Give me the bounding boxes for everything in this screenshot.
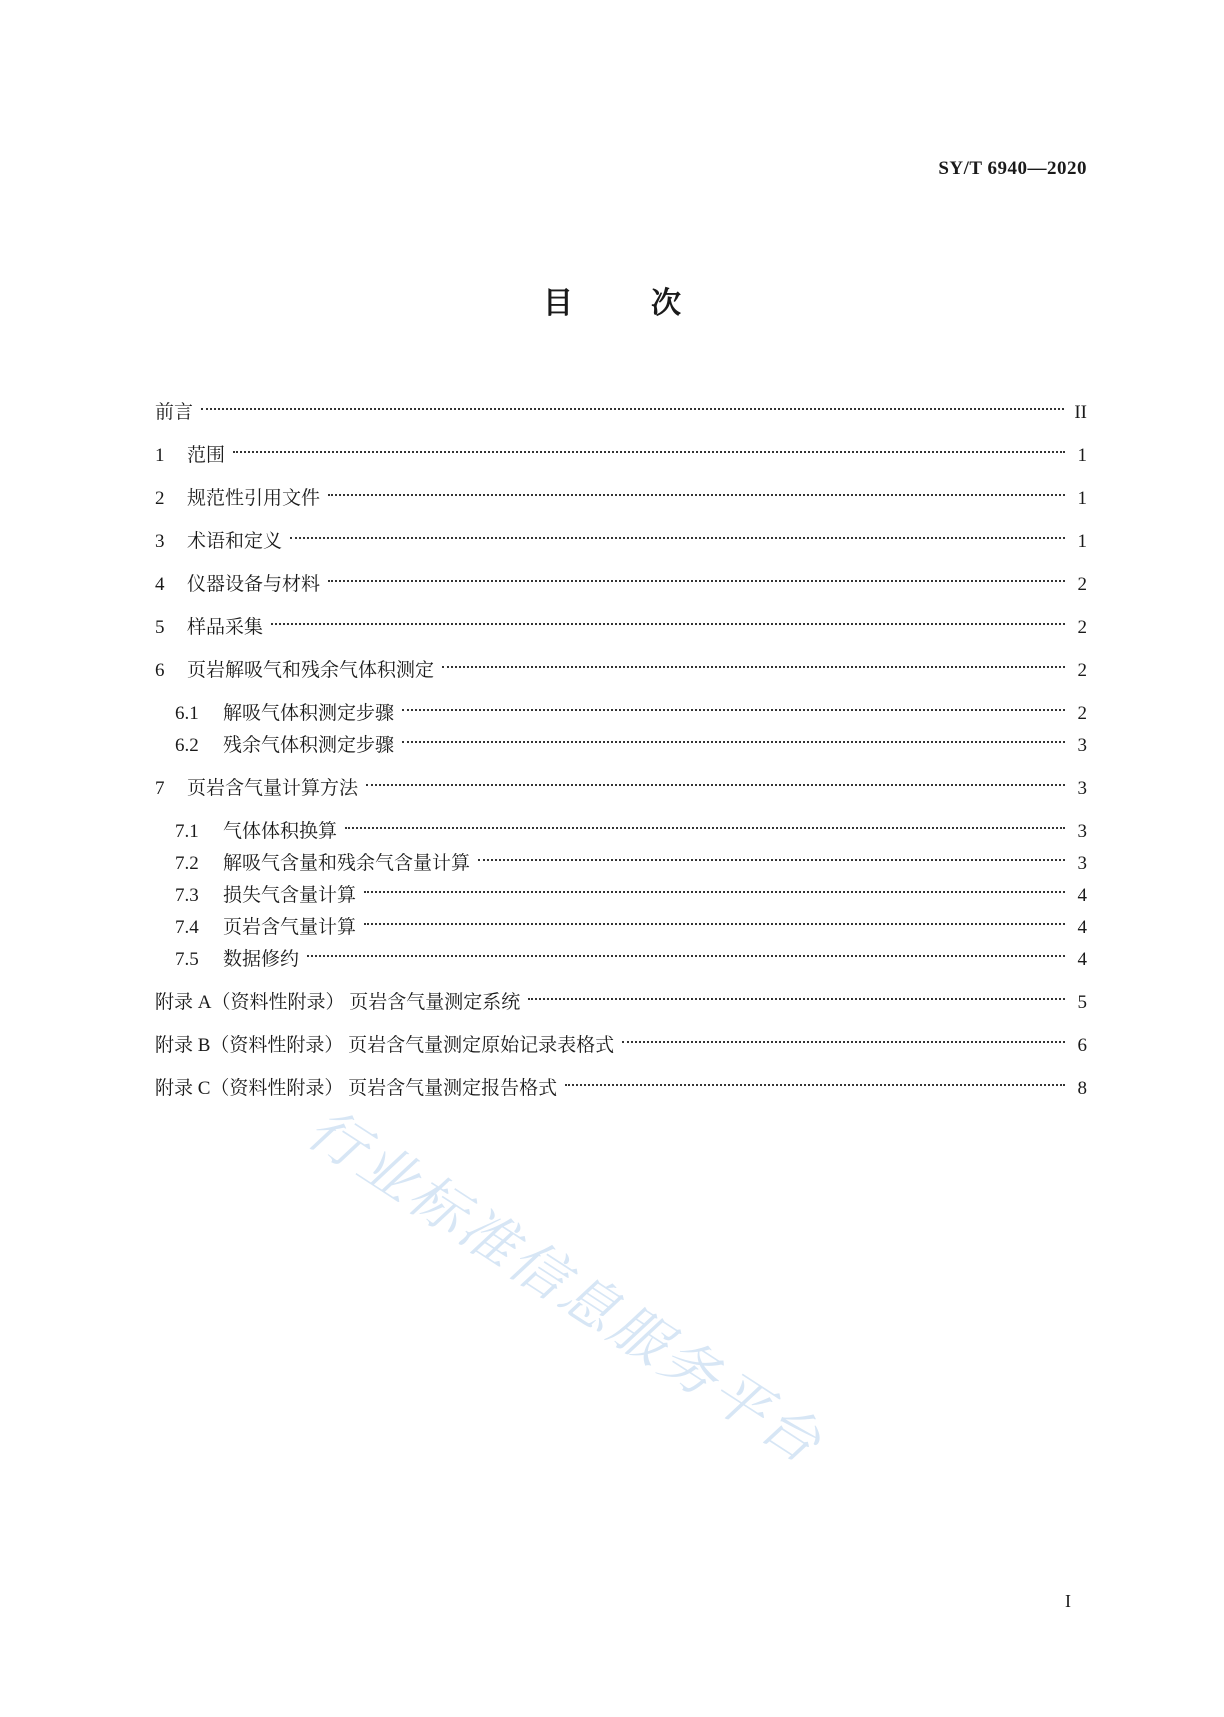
toc-entry-7-5[interactable]: [175, 937, 1087, 970]
toc-entry-2[interactable]: [155, 476, 1087, 509]
toc-entry-number: 7.5: [175, 949, 199, 970]
dot-leader: [366, 766, 1065, 794]
toc-entry-7-3[interactable]: [175, 873, 1087, 906]
toc-entry-label: 样品采集: [187, 617, 264, 638]
toc-entry-number: 7.3: [175, 885, 199, 906]
toc-entry-page: 2: [1077, 617, 1087, 638]
toc-entry-label: 气体体积换算: [223, 821, 338, 842]
toc-entry-number: 7.1: [175, 821, 199, 842]
toc-entry-page: 2: [1077, 660, 1087, 681]
toc-entry-page: 8: [1077, 1078, 1087, 1099]
toc-entry-number: 7.2: [175, 853, 199, 874]
dot-leader: [271, 605, 1065, 633]
toc-entry-number: 6.1: [175, 703, 199, 724]
toc-entry-label: 页岩解吸气和残余气体积测定: [187, 660, 435, 681]
toc-entry-label: 附录 C（资料性附录） 页岩含气量测定报告格式: [155, 1078, 558, 1099]
toc-entry-page: 1: [1077, 445, 1087, 466]
toc-entry-label: 术语和定义: [187, 531, 283, 552]
toc-entry-page: 2: [1077, 574, 1087, 595]
toc-entry-number: 1: [155, 445, 165, 466]
dot-leader: [622, 1023, 1065, 1051]
dot-leader: [201, 390, 1064, 418]
dot-leader: [565, 1066, 1065, 1094]
dot-leader: [307, 937, 1065, 965]
watermark: 行业标准信息服务平台: [295, 1096, 835, 1478]
toc-entry-number: 7.4: [175, 917, 199, 938]
toc-entry-page: 6: [1077, 1035, 1087, 1056]
toc-title-char-1: 目: [543, 286, 573, 321]
toc-entry-page: 4: [1077, 949, 1087, 970]
toc-entry-7[interactable]: [155, 766, 1087, 799]
toc-entry-number: 3: [155, 531, 165, 552]
dot-leader: [345, 809, 1065, 837]
dot-leader: [478, 841, 1065, 869]
toc-entry-label: 解吸气体积测定步骤: [223, 703, 395, 724]
toc-entry-6-1[interactable]: [175, 691, 1087, 724]
toc-entry-page: II: [1074, 402, 1087, 423]
toc-entry-7-4[interactable]: [175, 905, 1087, 938]
toc-entry-page: 3: [1077, 735, 1087, 756]
toc-entry-label: 前言: [155, 402, 194, 423]
toc-entry-page: 3: [1077, 853, 1087, 874]
toc-entry-page: 4: [1077, 917, 1087, 938]
dot-leader: [402, 691, 1065, 719]
dot-leader: [442, 648, 1065, 676]
toc-entry-number: 2: [155, 488, 165, 509]
toc-entry-number: 5: [155, 617, 165, 638]
toc-entry-number: 4: [155, 574, 165, 595]
standard-code: SY/T 6940—2020: [938, 158, 1087, 179]
toc-entry-7-2[interactable]: [175, 841, 1087, 874]
toc-entry-page: 5: [1077, 992, 1087, 1013]
dot-leader: [364, 905, 1065, 933]
toc-entry-label: 损失气含量计算: [223, 885, 357, 906]
toc-entry-label: 范围: [187, 445, 226, 466]
toc-entry-appendix-a[interactable]: [155, 980, 1087, 1013]
toc-entry-page: 3: [1077, 778, 1087, 799]
toc-entry-label: 页岩含气量计算: [223, 917, 357, 938]
page-number: I: [1065, 1591, 1071, 1611]
toc-entry-label: 附录 A（资料性附录） 页岩含气量测定系统: [155, 992, 521, 1013]
toc-entry-page: 4: [1077, 885, 1087, 906]
toc-entry-label: 解吸气含量和残余气含量计算: [223, 853, 471, 874]
toc-entry-5[interactable]: [155, 605, 1087, 638]
toc-title: [0, 278, 1224, 322]
dot-leader: [528, 980, 1065, 1008]
toc-entry-label: 附录 B（资料性附录） 页岩含气量测定原始记录表格式: [155, 1035, 615, 1056]
toc-entry-6-2[interactable]: [175, 723, 1087, 756]
toc-entry-label: 规范性引用文件: [187, 488, 321, 509]
toc-title-char-2: 次: [651, 286, 681, 321]
toc-entry-label: 仪器设备与材料: [187, 574, 321, 595]
toc-entry-appendix-c[interactable]: [155, 1066, 1087, 1099]
toc-entry-1[interactable]: [155, 433, 1087, 466]
dot-leader: [402, 723, 1065, 751]
toc-entry-number: 6: [155, 660, 165, 681]
dot-leader: [290, 519, 1065, 547]
toc-entry-4[interactable]: [155, 562, 1087, 595]
toc-entry-page: 1: [1077, 531, 1087, 552]
toc-entry-page: 1: [1077, 488, 1087, 509]
toc-entry-number: 7: [155, 778, 165, 799]
toc-entry-6[interactable]: [155, 648, 1087, 681]
toc-entry-3[interactable]: [155, 519, 1087, 552]
toc-entry-number: 6.2: [175, 735, 199, 756]
toc-entry-page: 2: [1077, 703, 1087, 724]
dot-leader: [328, 562, 1065, 590]
toc-entry-label: 页岩含气量计算方法: [187, 778, 359, 799]
toc-entry-label: 残余气体积测定步骤: [223, 735, 395, 756]
dot-leader: [233, 433, 1065, 461]
toc-entry-appendix-b[interactable]: [155, 1023, 1087, 1056]
toc-entry-page: 3: [1077, 821, 1087, 842]
toc-entry-label: 数据修约: [223, 949, 300, 970]
toc-entry-foreword[interactable]: [155, 390, 1087, 423]
dot-leader: [364, 873, 1065, 901]
dot-leader: [328, 476, 1065, 504]
toc-entry-7-1[interactable]: [175, 809, 1087, 842]
